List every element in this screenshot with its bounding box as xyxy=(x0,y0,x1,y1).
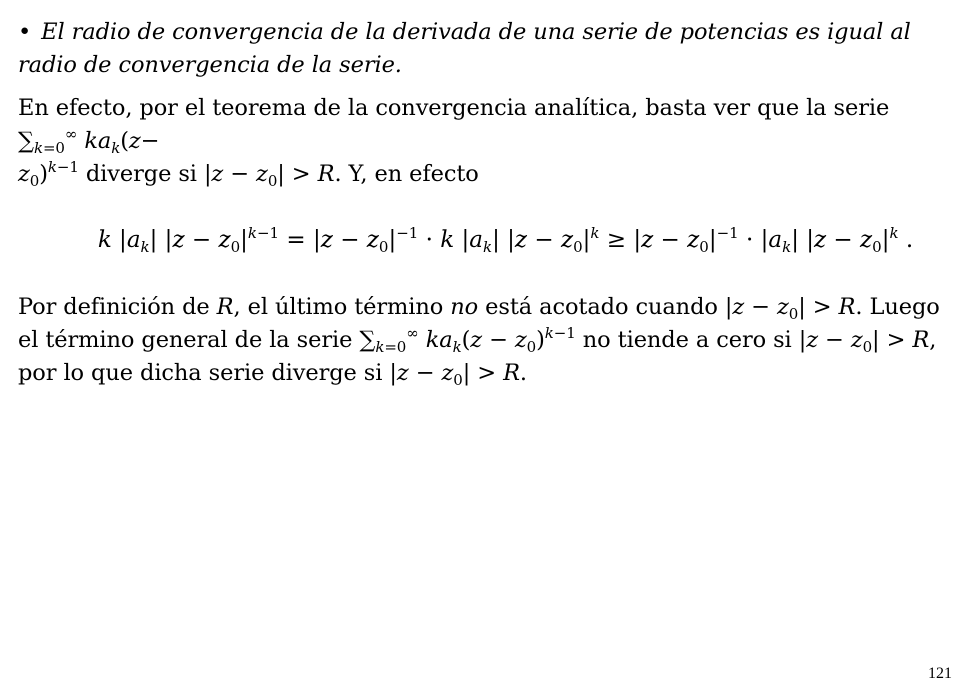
symbol-R: R xyxy=(216,294,234,320)
paragraph1-part1: En efecto, por el teorema de la convergencia analítica, basta ver que la serie xyxy=(18,95,890,121)
proposition xyxy=(18,16,963,82)
paragraph2-part3: está acotado cuando xyxy=(478,294,725,320)
paragraph2-part6: , por lo que dicha serie diverge si xyxy=(18,327,937,386)
bullet-marker: • xyxy=(18,19,32,45)
paragraph2-part1: Por definición de xyxy=(18,294,217,320)
page-content xyxy=(18,16,963,390)
inequality-1: $|z - z_0| > R$ xyxy=(203,161,335,191)
page-number: 121 xyxy=(928,665,952,682)
paragraph1-part2: diverge si xyxy=(78,161,204,187)
paragraph-conclusion xyxy=(18,291,963,390)
paragraph2-part5: no tiende a cero si xyxy=(575,327,799,353)
series-derivative-formula-2: $\sum_{k=0}^\infty$ $ka_k(z - z_0)^{k-1}$ xyxy=(359,324,576,357)
series-derivative-formula: $\sum_{k=0}^\infty$ $ka_k(z-$ $z_0)^{k-1}$ xyxy=(18,125,160,191)
paragraph-proof-intro xyxy=(18,92,963,191)
proposition-text: El radio de convergencia de la derivada de una serie de potencias es igual al radio de convergencia de la serie. xyxy=(18,19,911,78)
paragraph1-part3: . Y, en efecto xyxy=(334,161,479,187)
display-equation: k $|a_k|$ $|z - z_0|^{k-1} = |z - z_0|^{-1} \cdot k$ $|a_k|$ $|z - z_0|^k \ge |z - z_0|^{-1} \cdot |a_k|$ $|z - z_0|^k$ . xyxy=(97,224,914,257)
paragraph2-part4: . Luego el término general de la serie xyxy=(18,294,940,353)
emphasis-no: no xyxy=(450,294,479,320)
inequality-4: $|z - z_0| > R$ xyxy=(389,360,520,390)
inequality-2: $|z - z_0| > R$ xyxy=(724,294,856,324)
inequality-3: $|z - z_0| > R$ xyxy=(798,327,930,357)
paragraph2-part7: . xyxy=(519,360,527,386)
paragraph2-part2: , el último término xyxy=(233,294,451,320)
